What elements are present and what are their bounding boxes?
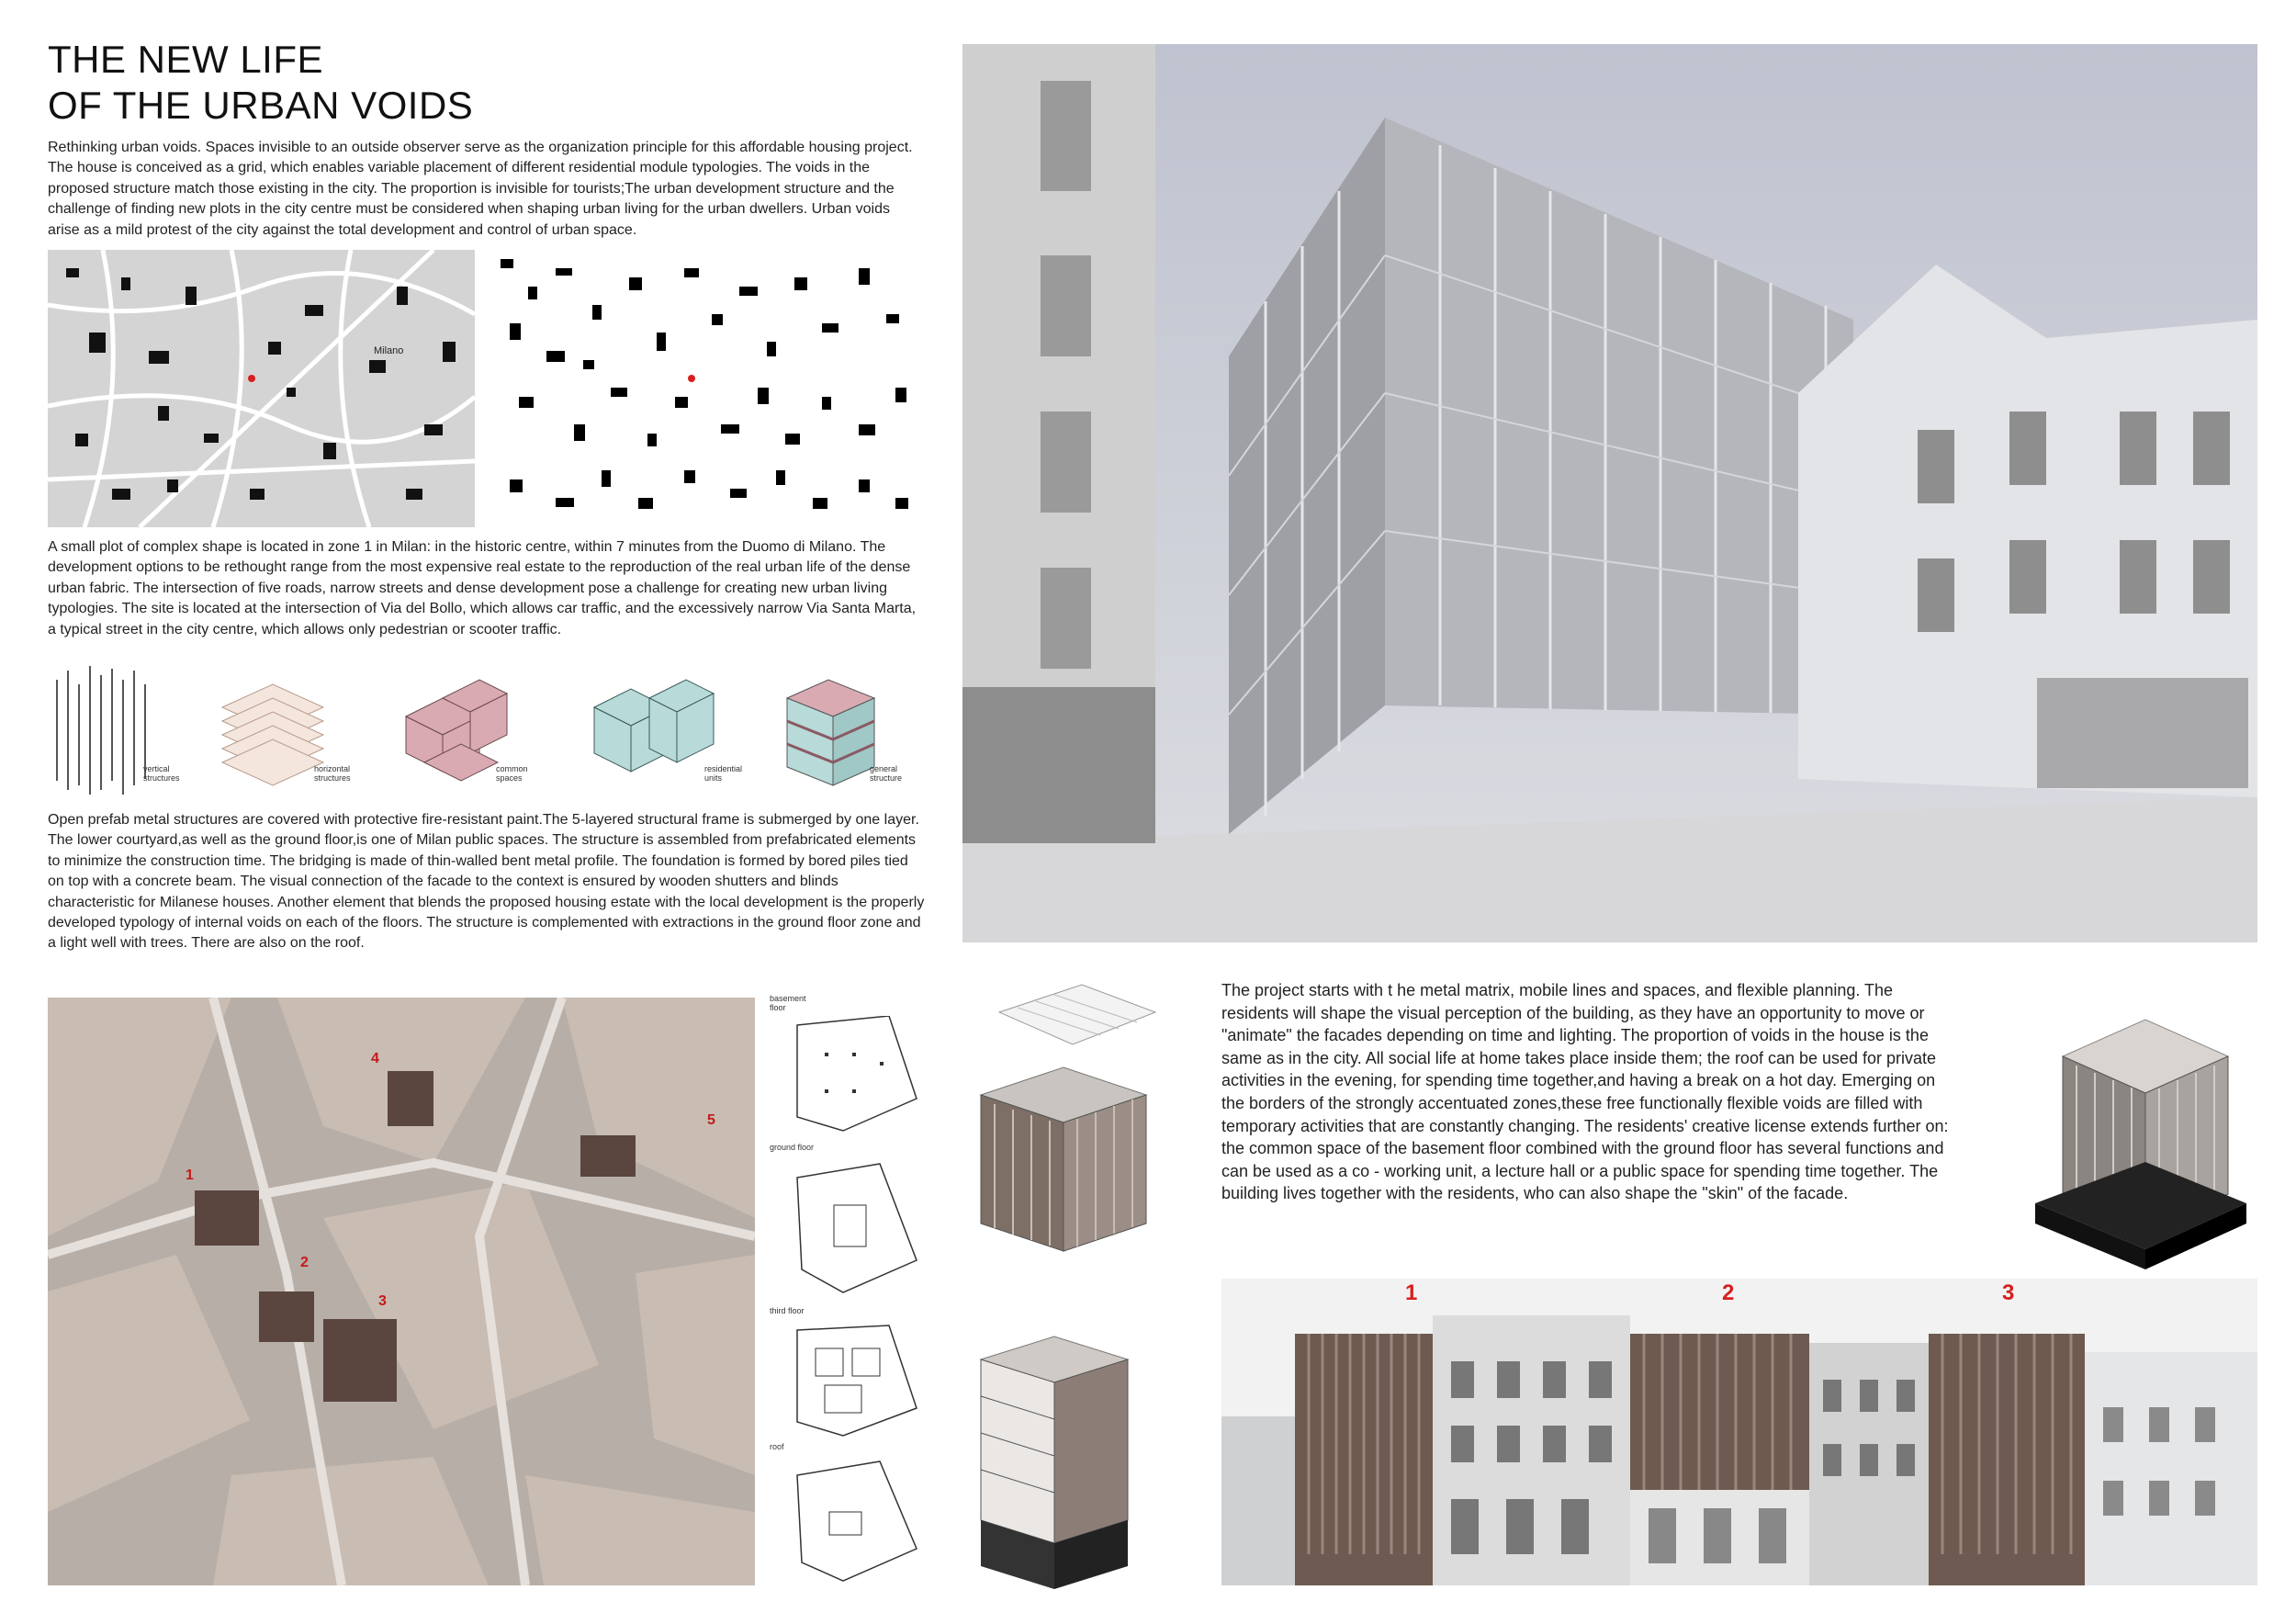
section-axonometry-graphic: [962, 1323, 1146, 1591]
main-street-render: [962, 44, 2257, 942]
residential-label-line-1: residential: [704, 764, 743, 773]
basement-plan-label: [770, 994, 806, 1012]
elevation-number-2: 2: [1722, 1280, 1735, 1305]
aerial-number-4: 4: [371, 1051, 379, 1066]
title-line-2: OF THE URBAN VOIDS: [48, 84, 474, 127]
floor-plans: [770, 994, 926, 1585]
city-map-streets: [48, 250, 475, 527]
vertical-label-line-1: vertical: [143, 764, 170, 773]
building-axonometry: [2026, 1001, 2257, 1277]
aerial-number-5: 5: [707, 1112, 715, 1128]
aerial-number-1: 1: [186, 1167, 194, 1183]
common-spaces-diagram: [388, 661, 553, 799]
aerial-number-2: 2: [300, 1255, 309, 1270]
residential-units-graphic: [585, 661, 723, 799]
building-axonometry-graphic: [2026, 1001, 2257, 1277]
horizontal-structures-diagram: [204, 661, 369, 799]
basement-plan: [788, 1016, 926, 1135]
exploded-axonometry: [962, 976, 1192, 1260]
vertical-structures-diagram: [48, 661, 186, 799]
ground-plan-label: ground floor: [770, 1143, 815, 1152]
elevation-number-3: 3: [2002, 1280, 2015, 1305]
general-label-line-2: structure: [870, 773, 903, 783]
general-structure-diagram: [778, 661, 925, 799]
intro-paragraph: Rethinking urban voids. Spaces invisible to an outside observer serve as the organization principle for this affordable housing project. The house is conceived as a grid, which enables variable placement of different residential module typologies. The voids in the proposed structure match those existing in the city. The proportion is invisible for tourists;The urban development structure and the challenge of finding new plots in the city centre must be considered when shaping urban living for the urban dwellers. Urban voids arise as a mild protest of the city against the total development and control of urban space.: [48, 140, 913, 238]
exploded-axonometry-graphic: [962, 976, 1192, 1260]
common-label: [496, 764, 528, 783]
residential-label-line-2: units: [704, 773, 723, 783]
vertical-label-line-2: structures: [143, 773, 180, 783]
site-paragraph: A small plot of complex shape is located in zone 1 in Milan: in the historic centre, within 7 minutes from the Duomo di Milano. The development options to be rethought range from the most expensive real estate to the reproduction of the real urban life of the dense urban fabric. The intersection of five roads, narrow streets and dense development pose a challenge for creating new urban living typologies. The site is located at the intersection of Via del Bollo, which allows car traffic, and the excessively narrow Via Santa Marta, a typical street in the city centre, which allows only pedestrian or scooter traffic.: [48, 539, 917, 637]
aerial-view: [48, 998, 755, 1585]
common-label-line-2: spaces: [496, 773, 523, 783]
common-label-line-1: common: [496, 764, 528, 773]
horizontal-label: [314, 764, 351, 783]
aerial-graphic: [48, 998, 755, 1585]
main-render-graphic: [962, 44, 2257, 942]
elevation-number-1: 1: [1405, 1280, 1418, 1305]
figure-ground-graphic: [491, 250, 923, 527]
project-paragraph: The project starts with t he metal matrix, mobile lines and spaces, and flexible planning. The residents will shape the visual perception of the building, as they have an opportunity to move or "animate" the facades depending on time and lighting. The proportion of voids in the house is the same as in the city. All social life at home takes place inside them; the roof can be used for private activities in the evening, for spending time together,and having a break on a hot day. Emerging on the borders of the strongly accentuated zones,these free functionally flexible voids are filled with temporary activities that are constantly changing. The residents' creative license extends further on: the common space of the basement floor combined with the ground floor has several functions and can be used as a co - working unit, a lecture hall or a public space for spending time together. The building lives together with the residents, who can also shape the "skin" of the facade.: [1221, 981, 1949, 1203]
structure-paragraph: Open prefab metal structures are covered with protective fire-resistant paint.The 5-layered structural frame is submerged by one layer. The lower courtyard,as well as the ground floor,is one of Milan public spaces. The structure is assembled from prefabricated elements to minimize the construction time. The bridging is made of thin-walled bent metal profile. The foundation is formed by bored piles tied on top with a concrete beam. The visual connection of the facade to the context is ensured by wooden shutters and blinds characteristic for Milanese houses. Another element that blends the proposed housing estate with the local development is the properly developed typology of internal voids on each of the floors. The structure is complemented with extractions in the ground floor zone and a light well with trees. There are also on the roof.: [48, 812, 925, 952]
basement-label-line-2: floor: [770, 1003, 786, 1012]
street-elevation: [1221, 1279, 2257, 1585]
aerial-number-3: 3: [378, 1293, 387, 1309]
roof-plan-label: roof: [770, 1442, 784, 1451]
page-title: [48, 37, 691, 129]
ground-floor-plan: [788, 1159, 926, 1297]
structure-diagrams: [48, 661, 925, 799]
residential-label: [704, 764, 742, 783]
vertical-structures-graphic: [48, 661, 158, 799]
milano-label: Milano: [374, 345, 404, 356]
section-axonometry: [962, 1323, 1146, 1591]
residential-units-diagram: [585, 661, 750, 799]
street-elevation-graphic: [1221, 1279, 2257, 1585]
figure-ground-map: [491, 250, 923, 527]
title-line-1: THE NEW LIFE: [48, 38, 324, 81]
general-label: [870, 764, 902, 783]
third-floor-plan: [788, 1321, 926, 1440]
third-plan-label: third floor: [770, 1306, 805, 1315]
horizontal-label-line-2: structures: [314, 773, 351, 783]
city-map-streets-graphic: [48, 250, 475, 527]
roof-plan: [788, 1457, 926, 1585]
horizontal-label-line-1: horizontal: [314, 764, 351, 773]
basement-label-line-1: basement: [770, 994, 806, 1003]
general-label-line-1: general: [870, 764, 898, 773]
vertical-label: [143, 764, 180, 783]
